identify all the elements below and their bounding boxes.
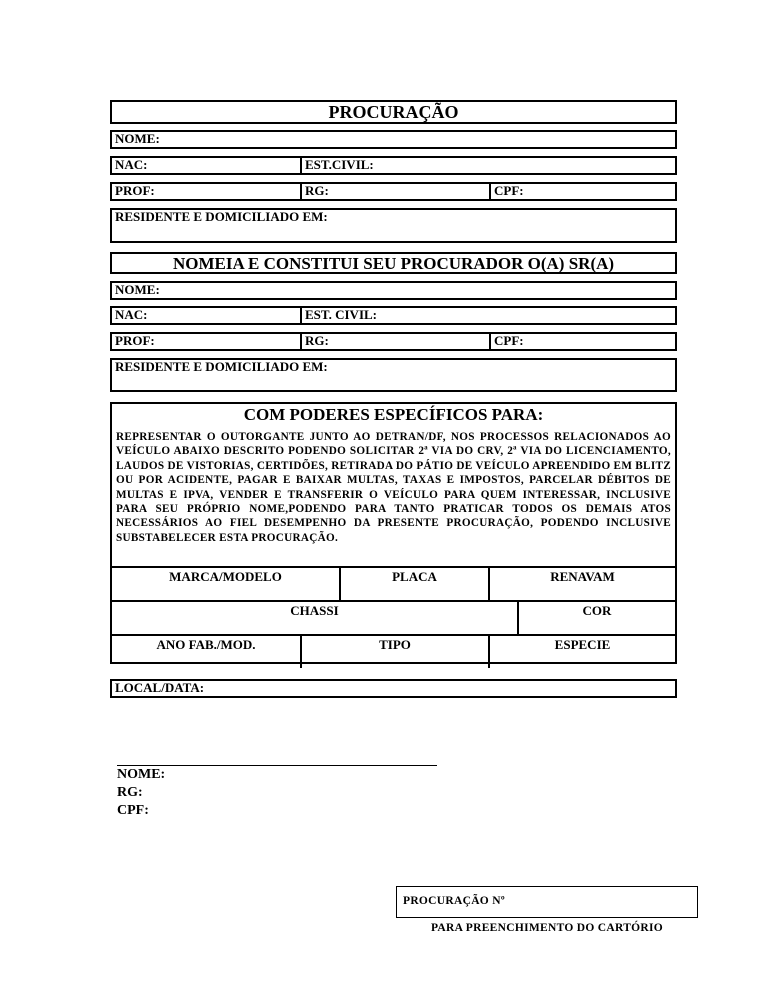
cartorio-note: PARA PREENCHIMENTO DO CARTÓRIO xyxy=(430,922,664,934)
tipo-field[interactable]: TIPO xyxy=(300,636,488,668)
nomeia-heading-text: NOMEIA E CONSTITUI SEU PROCURADOR O(A) SR(A) xyxy=(172,254,615,273)
especie-field[interactable]: ESPECIE xyxy=(488,636,675,668)
placa-field[interactable]: PLACA xyxy=(339,568,488,600)
ano-fab-mod-field[interactable]: ANO FAB./MOD. xyxy=(156,637,256,652)
veiculo-row-1 xyxy=(112,566,675,600)
outorgante-nac-field[interactable]: NAC: xyxy=(115,158,148,172)
cor-field[interactable]: COR xyxy=(517,602,675,634)
procurador-prof-field[interactable]: PROF: xyxy=(115,334,155,348)
document-title xyxy=(110,100,677,124)
procurador-residencia-row xyxy=(110,358,677,392)
procurador-nome-row xyxy=(110,281,677,300)
procurador-nac-field[interactable]: NAC: xyxy=(115,308,148,322)
document-title-text: PROCURAÇÃO xyxy=(328,102,459,122)
outorgante-nome-row xyxy=(110,130,677,149)
outorgante-cpf-field[interactable]: CPF: xyxy=(489,184,675,199)
outorgante-rg-field[interactable]: RG: xyxy=(300,184,489,199)
veiculo-row-3 xyxy=(112,634,675,668)
procurador-rg-field[interactable]: RG: xyxy=(300,334,489,349)
marca-modelo-field[interactable]: MARCA/MODELO xyxy=(169,569,282,584)
poderes-section xyxy=(110,402,677,664)
procuracao-numero-label: PROCURAÇÃO Nº xyxy=(403,895,505,907)
procurador-residencia-field[interactable]: RESIDENTE E DOMICILIADO EM: xyxy=(115,360,328,374)
outorgante-residencia-field[interactable]: RESIDENTE E DOMICILIADO EM: xyxy=(115,210,328,224)
poderes-text: REPRESENTAR O OUTORGANTE JUNTO AO DETRAN/DF, NOS PROCESSOS RELACIONADOS AO VEÍCULO ABAIXO DESCRITO PODENDO SOLICITAR 2ª VIA DO CRV, 2ª VIA DO LICENCIAMENTO, LAUDOS DE VISTORIAS, CERTIDÕES, RETIRADA DO PÁTIO DE VEÍCULO APREENDIDO EM BLITZ OU POR ACIDENTE, PAGAR E BAIXAR MULTAS, TAXAS E IMPOSTOS, PARCELAR DÉBITOS DE MULTAS E IPVA, VENDER E TRANSFERIR O VEÍCULO PARA QUEM INTERESSAR, INCLUSIVE PARA SEU PRÓPRIO NOME,PODENDO PARA TANTO PRATICAR TODOS OS DEMAIS ATOS NECESSÁRIOS AO FIEL DESEMPENHO DA PRESENTE PROCURAÇÃO, PODENDO INCLUSIVE SUBSTABELECER ESTA PROCURAÇÃO. xyxy=(116,431,671,544)
procurador-prof-row xyxy=(110,332,677,351)
outorgante-nac-row xyxy=(110,156,677,175)
procurador-nome-field[interactable]: NOME: xyxy=(115,283,160,297)
procurador-est-civil-field[interactable]: EST. CIVIL: xyxy=(300,308,675,323)
local-data-row xyxy=(110,679,677,698)
chassi-field[interactable]: CHASSI xyxy=(290,603,339,618)
veiculo-row-2 xyxy=(112,600,675,634)
outorgante-prof-field[interactable]: PROF: xyxy=(115,184,155,198)
local-data-field[interactable]: LOCAL/DATA: xyxy=(115,681,205,695)
cartorio-box[interactable] xyxy=(396,886,698,918)
assinatura-nome: NOME: xyxy=(117,767,166,782)
outorgante-prof-row xyxy=(110,182,677,201)
renavam-field[interactable]: RENAVAM xyxy=(488,568,675,600)
procurador-cpf-field[interactable]: CPF: xyxy=(489,334,675,349)
outorgante-est-civil-field[interactable]: EST.CIVIL: xyxy=(300,158,675,173)
assinatura-rg: RG: xyxy=(117,785,143,800)
procurador-nac-row xyxy=(110,306,677,325)
poderes-heading: COM PODERES ESPECÍFICOS PARA: xyxy=(243,405,544,424)
outorgante-residencia-row xyxy=(110,208,677,243)
outorgante-nome-field[interactable]: NOME: xyxy=(115,132,160,146)
nomeia-heading xyxy=(110,252,677,274)
assinatura-cpf: CPF: xyxy=(117,803,149,818)
